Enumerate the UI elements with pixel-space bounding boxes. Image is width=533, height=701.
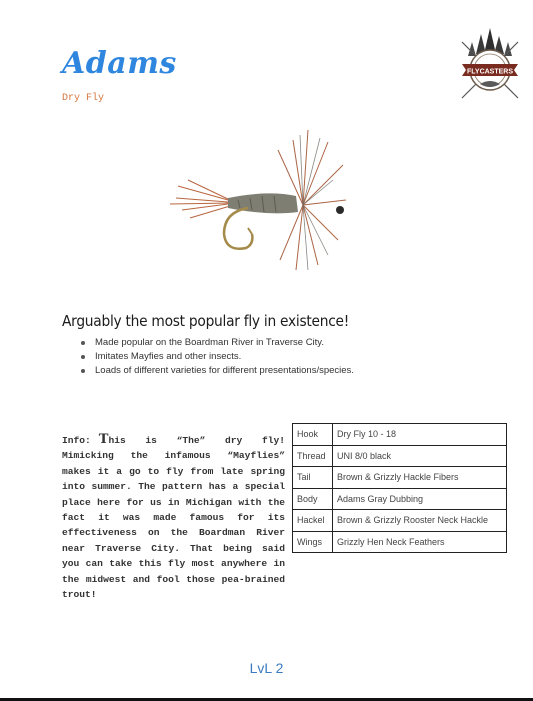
flycasters-logo-icon (456, 24, 524, 104)
table-row (293, 488, 507, 510)
table-row (293, 445, 507, 467)
table-row (293, 510, 507, 532)
table-row (293, 424, 507, 446)
spec-value: Brown & Grizzly Rooster Neck Hackle (333, 510, 507, 532)
spec-key: Hackel (293, 510, 333, 532)
spec-value: Dry Fly 10 - 18 (333, 424, 507, 446)
info-paragraph (62, 432, 285, 602)
spec-key: Tail (293, 467, 333, 489)
spec-key: Body (293, 488, 333, 510)
list-item: Loads of different varieties for different presentations/species. (95, 365, 354, 376)
page-title: Adams (62, 46, 177, 81)
section-heading: Arguably the most popular fly in existence! (62, 312, 349, 330)
list-item: Imitates Mayfies and other insects. (95, 350, 354, 364)
info-text: his is “The” dry fly! Mimicking the infamous “Mayflies” makes it a go to fly from late spring into summer. The pattern has a special place here for us in Michigan with the fact it was made famous for its effectiveness on the Boardman River near Traverse City. That being said you can take this fly most anywhere in the midwest and fool those pea-brained trout! (62, 435, 285, 601)
page-subtitle: Dry Fly (62, 93, 105, 104)
logo-text: FLYCASTERS (466, 68, 514, 76)
info-label: Info: (62, 435, 91, 446)
table-row (293, 531, 507, 553)
adams-dry-fly-photo (168, 120, 368, 280)
spec-value: Brown & Grizzly Hackle Fibers (333, 467, 507, 489)
level-footer: LvL 2 (249, 660, 284, 676)
info-dropcap: T (98, 432, 109, 447)
spec-value: Grizzly Hen Neck Feathers (333, 531, 507, 553)
recipe-table (292, 423, 507, 553)
spec-value: Adams Gray Dubbing (333, 488, 507, 510)
spec-key: Hook (293, 424, 333, 446)
list-item: Made popular on the Boardman River in Traverse City. (95, 336, 354, 350)
spec-value: UNI 8/0 black (333, 445, 507, 467)
spec-key: Wings (293, 531, 333, 553)
spec-key: Thread (293, 445, 333, 467)
table-row (293, 467, 507, 489)
feature-list (62, 336, 354, 378)
